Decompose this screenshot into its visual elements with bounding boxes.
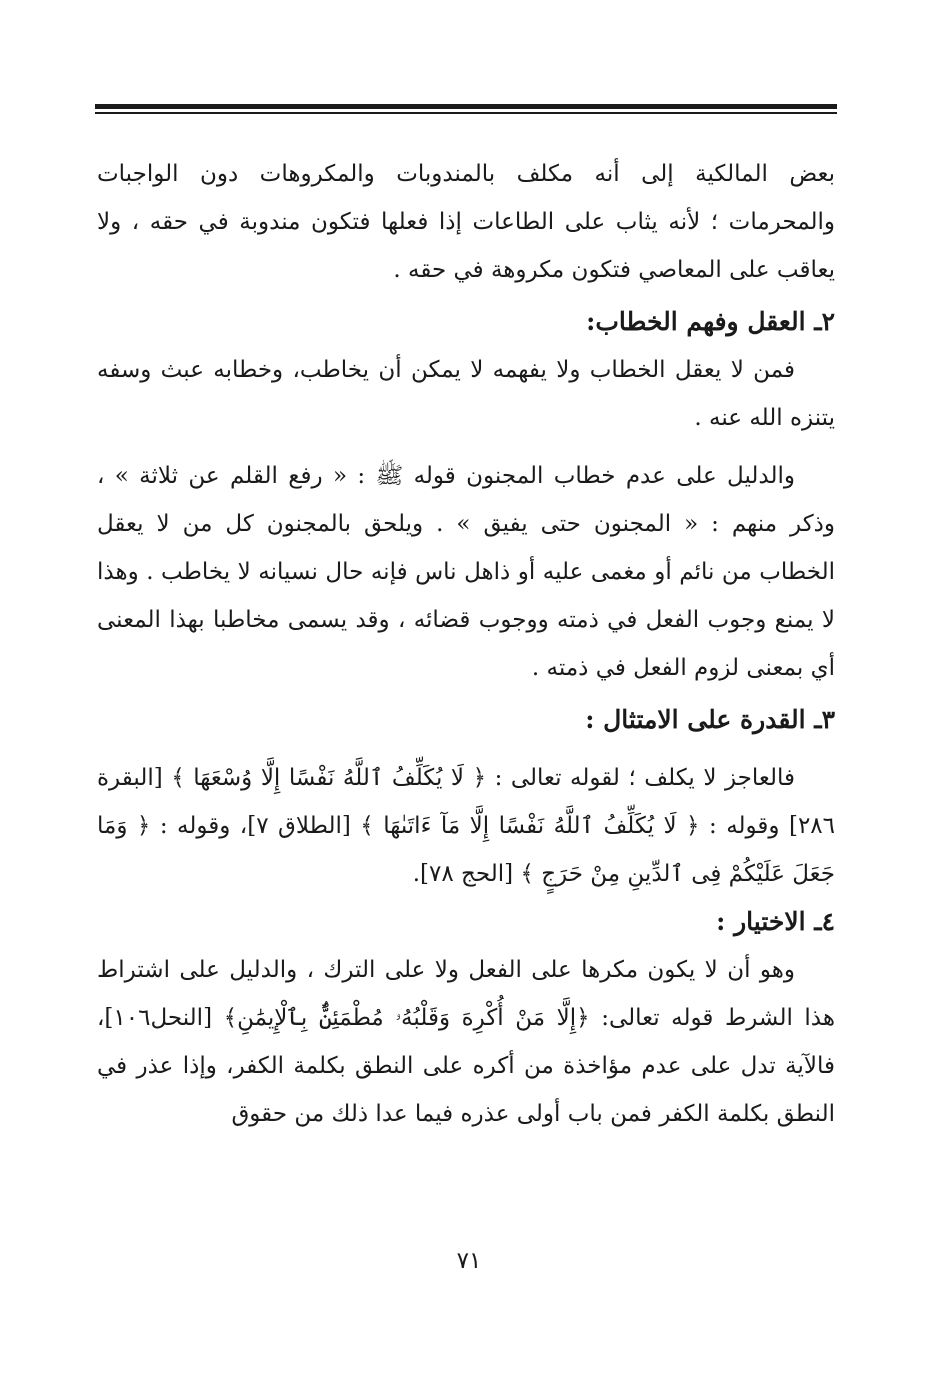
header-rule-thin: [95, 112, 837, 114]
page-body: [97, 150, 835, 1138]
section-heading-choice: ٤ـ الاختيار :: [716, 907, 835, 936]
section-heading-reason: ٢ـ العقل وفهم الخطاب:: [586, 307, 835, 336]
section-heading-ability: ٣ـ القدرة على الامتثال :: [585, 705, 835, 734]
paragraph-choice: وهو أن لا يكون مكرها على الفعل ولا على الترك ، والدليل على اشتراط هذا الشرط قوله تعالى: ﴿إِلَّا مَنْ أُكْرِهَ وَقَلْبُهُۥ مُطْمَئِنٌّۢ بِٱلْإِيمَٰنِ﴾ [النحل١٠٦]، فالآية تدل على عدم مؤاخذة من أكره على النطق بكلمة الكفر، وإذا عذر في النطق بكلمة الكفر فمن باب أولى عذره فيما عدا ذلك من حقوق: [97, 957, 835, 1127]
paragraph-insane-evidence: والدليل على عدم خطاب المجنون قوله ﷺ : « رفع القلم عن ثلاثة » ، وذكر منهم : « المجنون حتى يفيق » . ويلحق بالمجنون كل من لا يعقل الخطاب من نائم أو مغمى عليه أو ذاهل ناس فإنه حال نسيانه لا يخاطب . وهذا لا يمنع وجوب الفعل في ذمته ووجوب قضائه ، وقد يسمى مخاطبا بهذا المعنى أي بمعنى لزوم الفعل في ذمته .: [97, 463, 835, 681]
paragraph-reason: فمن لا يعقل الخطاب ولا يفهمه لا يمكن أن يخاطب، وخطابه عبث وسفه يتنزه الله عنه .: [97, 357, 835, 431]
paragraph-ability: فالعاجز لا يكلف ؛ لقوله تعالى : ﴿ لَا يُكَلِّفُ ٱللَّهُ نَفْسًا إِلَّا وُسْعَهَا ﴾ [البقرة ٢٨٦] وقوله : ﴿ لَا يُكَلِّفُ ٱللَّهُ نَفْسًا إِلَّا مَآ ءَاتَىٰهَا ﴾ [الطلاق ٧]، وقوله : ﴿ وَمَا جَعَلَ عَلَيْكُمْ فِى ٱلدِّينِ مِنْ حَرَجٍ ﴾ [الحج ٧٨].: [97, 765, 836, 887]
header-rule-thick: [95, 104, 837, 109]
paragraph-continuation: بعض المالكية إلى أنه مكلف بالمندوبات والمكروهات دون الواجبات والمحرمات ؛ لأنه يثاب على الطاعات إذا فعلها فتكون مندوبة في حقه ، ولا يعاقب على المعاصي فتكون مكروهة في حقه .: [97, 161, 835, 283]
page-number: ٧١: [456, 1248, 482, 1274]
